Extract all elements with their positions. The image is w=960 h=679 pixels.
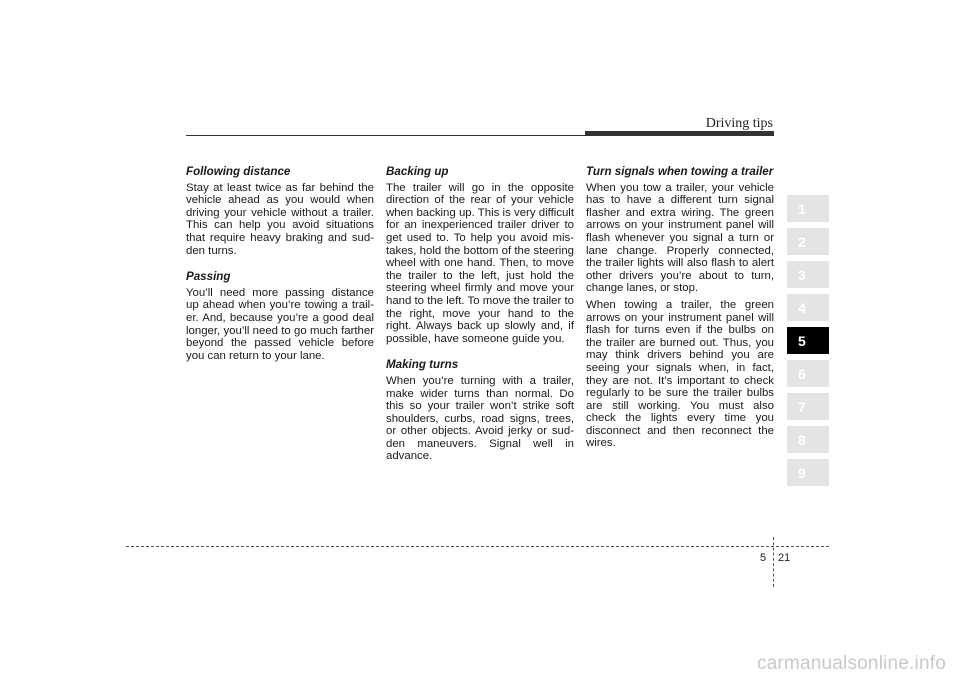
section-paragraph: The trailer will go in the opposite direction of the rear of your vehicle when backing up. This is very difficult for an inexperienced trailer driver to get used to. To help you avoid mis-takes, hold the bottom of the steering wheel with one hand. Then, to move the trailer to the left, just hold the steering wheel firmly and move your hand to the left. To move the trailer to the right, move your hand to the right. Always back up slowly and, if possible, have someone guide you. (386, 181, 574, 345)
section-heading: Backing up (386, 165, 449, 178)
chapter-tabs (787, 195, 829, 492)
section-paragraph: When you’re turning with a trailer, make wider turns than normal. Do this so your trailer won’t strike soft shoulders, curbs, road signs, trees, or other objects. Avoid jerky or sud-den maneuvers. Signal well in advance. (386, 374, 574, 463)
chapter-tab-7[interactable]: 7 (787, 393, 829, 420)
watermark: carmanualsonline.info (756, 653, 946, 674)
chapter-tab-6[interactable]: 6 (787, 360, 829, 387)
section-heading: Turn signals when towing a trailer (586, 165, 774, 178)
page-number: 21 (778, 552, 791, 564)
column-right (586, 166, 774, 450)
section-heading: Following distance (186, 165, 291, 178)
section-turn-signals (586, 166, 774, 450)
header-rule-accent (585, 131, 774, 136)
chapter-tab-5[interactable]: 5 (787, 327, 829, 354)
page-chapter-number: 5 (760, 552, 767, 564)
chapter-tab-8[interactable]: 8 (787, 426, 829, 453)
chapter-tab-2[interactable]: 2 (787, 228, 829, 255)
column-left (186, 166, 374, 362)
section-making-turns (386, 359, 574, 463)
section-paragraph: When you tow a trailer, your vehicle has to have a different turn signal flasher and extra wiring. The green arrows on your instrument panel will flash whenever you signal a turn or lane change. Properly connected, the trailer lights will also flash to alert other drivers you’re about to turn, change lanes, or stop. (586, 181, 774, 295)
section-heading: Making turns (386, 358, 459, 372)
section-following-distance (186, 166, 374, 257)
section-paragraph: Stay at least twice as far behind the vehicle ahead as you would when driving your vehicle without a trailer. This can help you avoid situations that require heavy braking and sud-den turns. (186, 181, 374, 257)
section-paragraph: When towing a trailer, the green arrows on your instrument panel will flash for turns even if the bulbs on the trailer are burned out. Thus, you may think drivers behind you are seeing your signals when, in fact, they are not. It’s important to check regularly to be sure the trailer bulbs are still working. You must also check the lights every time you disconnect and then reconnect the wires. (586, 298, 774, 450)
page-header-title: Driving tips (705, 116, 773, 131)
footer-dashed-rule (126, 546, 829, 547)
section-heading: Passing (186, 270, 231, 284)
section-paragraph: You’ll need more passing distance up ahead when you’re towing a trail-er. And, because you’re a good deal longer, you’ll need to go much farther beyond the passed vehicle before you can return to your lane. (186, 286, 374, 362)
chapter-tab-9[interactable]: 9 (787, 459, 829, 486)
chapter-tab-4[interactable]: 4 (787, 294, 829, 321)
footer-page-divider (773, 537, 774, 587)
column-middle (386, 166, 574, 463)
section-passing (186, 271, 374, 362)
section-backing-up (386, 166, 574, 345)
chapter-tab-3[interactable]: 3 (787, 261, 829, 288)
chapter-tab-1[interactable]: 1 (787, 195, 829, 222)
